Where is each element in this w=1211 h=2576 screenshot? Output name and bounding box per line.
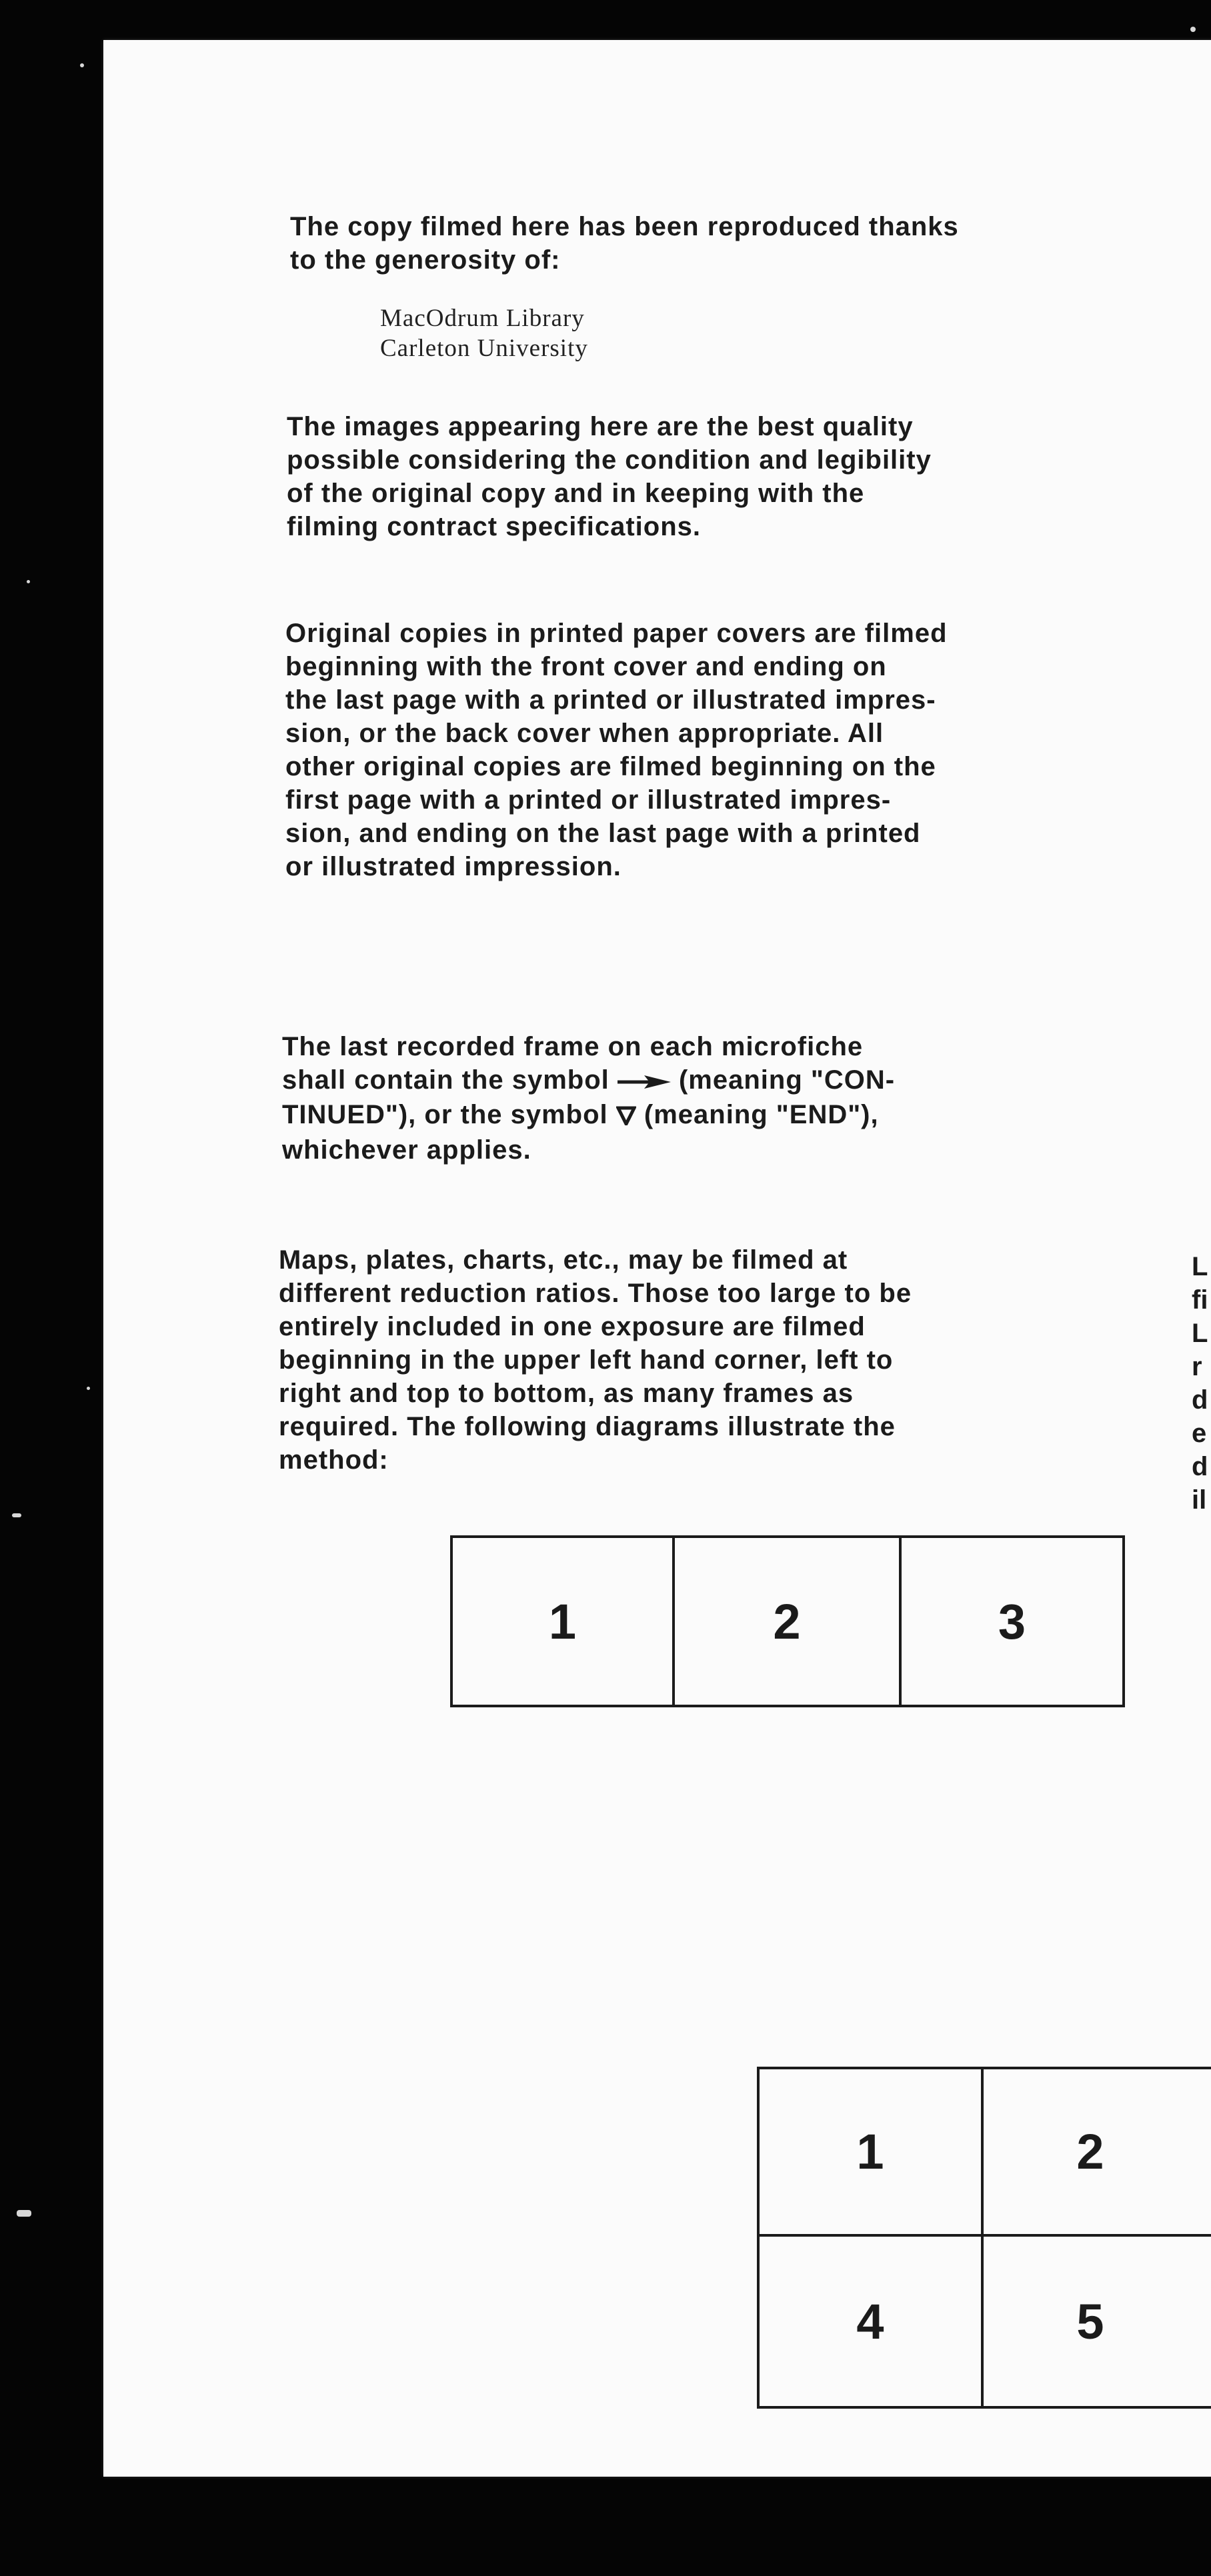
- right-arrow-icon: [618, 1065, 671, 1098]
- fragment: L: [1192, 1319, 1208, 1348]
- frame-diagram-row: [450, 1535, 1125, 1707]
- quality-line: The images appearing here are the best quality: [287, 412, 914, 441]
- library-institution: Carleton University: [380, 335, 588, 362]
- covers-line: beginning with the front cover and ending on: [285, 652, 887, 681]
- covers-line: Original copies in printed paper covers are filmed: [285, 619, 948, 648]
- fragment: r: [1192, 1352, 1202, 1381]
- quality-paragraph: [287, 410, 932, 543]
- fragment: d: [1192, 1385, 1208, 1415]
- maps-line: required. The following diagrams illustrate the: [279, 1412, 896, 1441]
- frame-cell: 4: [760, 2237, 984, 2406]
- down-triangle-icon: [616, 1100, 636, 1133]
- microfiche-text: (meaning "END"),: [636, 1100, 879, 1130]
- maps-line: method:: [279, 1445, 389, 1475]
- frame-cell: 5: [1076, 2293, 1104, 2349]
- maps-line: beginning in the upper left hand corner, left to: [279, 1345, 894, 1375]
- microfiche-text: TINUED"), or the symbol: [282, 1100, 616, 1130]
- scan-speck: [27, 580, 30, 583]
- microfiche-text: (meaning "CON-: [670, 1065, 896, 1095]
- maps-line: right and top to bottom, as many frames as: [279, 1379, 854, 1408]
- document-page: [103, 40, 1211, 2477]
- frame-diagram-grid: [757, 2067, 1211, 2409]
- right-column-fragments: [1192, 1250, 1208, 1517]
- fragment: L: [1192, 1252, 1208, 1281]
- covers-line: sion, or the back cover when appropriate. All: [285, 719, 884, 748]
- maps-line: Maps, plates, charts, etc., may be filmed at: [279, 1245, 848, 1275]
- maps-line: different reduction ratios. Those too large to be: [279, 1279, 912, 1308]
- frame-cell: 3: [998, 1593, 1026, 1649]
- covers-line: the last page with a printed or illustrated impres-: [285, 685, 936, 715]
- microfiche-paragraph: [282, 1030, 895, 1167]
- fragment: e: [1192, 1419, 1207, 1448]
- acknowledgement-line: to the generosity of:: [290, 245, 561, 275]
- quality-line: possible considering the condition and legibility: [287, 445, 932, 475]
- frame-cell: 1: [453, 1538, 675, 1705]
- covers-paragraph: [285, 617, 948, 883]
- frame-cell: 2: [675, 1538, 902, 1705]
- maps-paragraph: [279, 1243, 912, 1477]
- microfiche-line: [282, 1098, 895, 1133]
- covers-line: or illustrated impression.: [285, 852, 622, 881]
- scan-speck: [80, 63, 84, 67]
- scan-speck: [12, 1513, 21, 1517]
- library-name: MacOdrum Library: [380, 305, 585, 332]
- quality-line: filming contract specifications.: [287, 512, 702, 541]
- fragment: d: [1192, 1452, 1208, 1481]
- microfiche-line: [282, 1063, 895, 1098]
- covers-line: other original copies are filmed beginning on the: [285, 752, 936, 781]
- fragment: fi: [1192, 1285, 1208, 1315]
- fragment: il: [1192, 1485, 1207, 1515]
- acknowledgement-paragraph: [290, 210, 959, 277]
- library-block: [380, 303, 588, 363]
- frame-cell: 2: [984, 2069, 1211, 2237]
- microfiche-line: whichever applies.: [282, 1135, 531, 1165]
- frame-cell: 1: [760, 2069, 984, 2237]
- covers-line: sion, and ending on the last page with a printed: [285, 819, 921, 848]
- microfiche-text: shall contain the symbol: [282, 1065, 618, 1095]
- acknowledgement-line: The copy filmed here has been reproduced thanks: [290, 212, 959, 241]
- quality-line: of the original copy and in keeping with the: [287, 479, 865, 508]
- scan-speck: [87, 1387, 90, 1390]
- covers-line: first page with a printed or illustrated impres-: [285, 785, 892, 815]
- microfiche-line: The last recorded frame on each microfiche: [282, 1032, 864, 1061]
- scan-speck: [17, 2210, 31, 2217]
- scan-speck: [1190, 27, 1196, 32]
- maps-line: entirely included in one exposure are filmed: [279, 1312, 866, 1341]
